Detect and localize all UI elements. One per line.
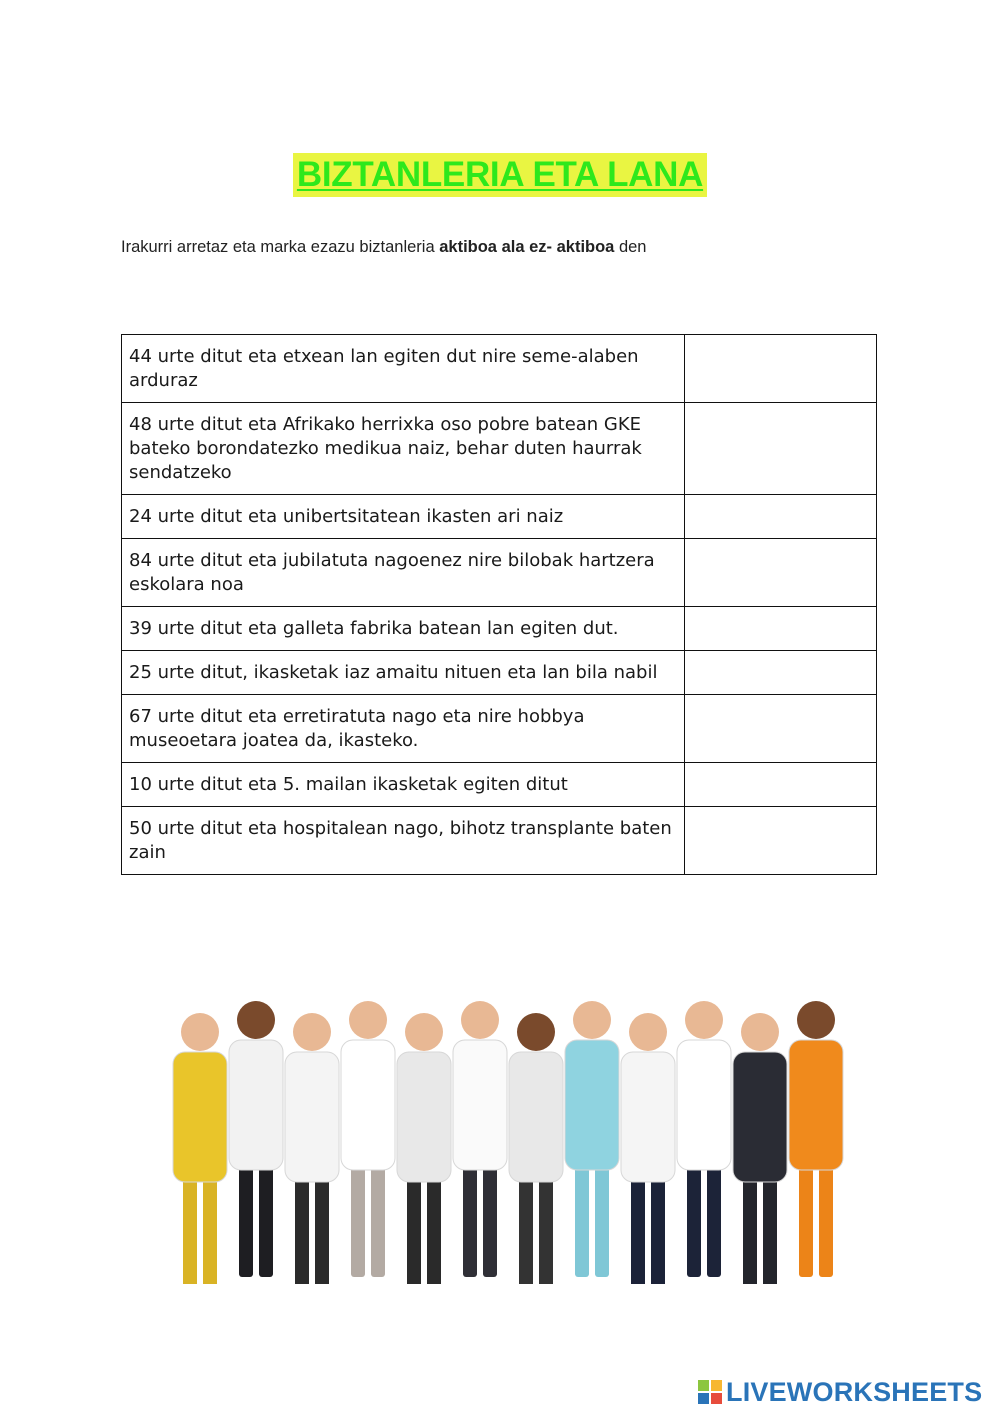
worker-head xyxy=(517,1013,555,1051)
answer-cell[interactable] xyxy=(685,495,877,539)
worker-leg xyxy=(463,1162,477,1277)
worker-torso xyxy=(733,1052,787,1182)
worker-leg xyxy=(351,1162,365,1277)
worker-leg xyxy=(407,1174,421,1284)
worker-torso xyxy=(229,1040,283,1170)
answer-cell[interactable] xyxy=(685,807,877,875)
instruction-bold: aktiboa ala ez- aktiboa xyxy=(439,238,615,256)
worker-head xyxy=(573,1001,611,1039)
instruction-prefix: Irakurri arretaz eta marka ezazu biztanleria xyxy=(121,238,440,256)
table-row xyxy=(122,763,877,807)
worker-leg xyxy=(295,1174,309,1284)
worker-head xyxy=(293,1013,331,1051)
statement-cell: 25 urte ditut, ikasketak iaz amaitu nituen eta lan bila nabil xyxy=(122,651,685,695)
statement-cell: 48 urte ditut eta Afrikako herrixka oso pobre batean GKE bateko borondatezko medikua naiz, behar duten haurrak sendatzeko xyxy=(122,403,685,495)
worker-torso xyxy=(453,1040,507,1170)
worker-head xyxy=(741,1013,779,1051)
worker-torso xyxy=(677,1040,731,1170)
worker-leg xyxy=(651,1174,665,1284)
instruction-suffix: den xyxy=(614,238,647,256)
statement-cell: 67 urte ditut eta erretiratuta nago eta nire hobbya museoetara joatea da, ikasteko. xyxy=(122,695,685,763)
worker-leg xyxy=(763,1174,777,1284)
statement-cell: 50 urte ditut eta hospitalean nago, bihotz transplante baten zain xyxy=(122,807,685,875)
liveworksheets-brand[interactable] xyxy=(697,1377,982,1407)
worker-leg xyxy=(203,1174,217,1284)
worker-leg xyxy=(519,1174,533,1284)
worker-head xyxy=(237,1001,275,1039)
title-wrapper xyxy=(0,153,1000,197)
worker-leg xyxy=(183,1174,197,1284)
brand-name: LIVEWORKSHEETS xyxy=(726,1377,983,1407)
answer-cell[interactable] xyxy=(685,651,877,695)
worker-torso xyxy=(565,1040,619,1170)
table-row xyxy=(122,495,877,539)
worker-leg xyxy=(575,1162,589,1277)
worker-leg xyxy=(687,1162,701,1277)
table-row xyxy=(122,335,877,403)
worker-leg xyxy=(707,1162,721,1277)
worker-torso xyxy=(621,1052,675,1182)
table-row xyxy=(122,651,877,695)
worker-leg xyxy=(315,1174,329,1284)
worker-leg xyxy=(239,1162,253,1277)
worker-head xyxy=(685,1001,723,1039)
table-row xyxy=(122,607,877,651)
answer-cell[interactable] xyxy=(685,763,877,807)
worker-torso xyxy=(789,1040,843,1170)
worker-leg xyxy=(427,1174,441,1284)
worker-torso xyxy=(285,1052,339,1182)
workers-illustration xyxy=(172,984,844,1284)
statement-cell: 44 urte ditut eta etxean lan egiten dut nire seme-alaben arduraz xyxy=(122,335,685,403)
answer-cell[interactable] xyxy=(685,335,877,403)
worker-leg xyxy=(539,1174,553,1284)
statement-cell: 84 urte ditut eta jubilatuta nagoenez nire bilobak hartzera eskolara noa xyxy=(122,539,685,607)
worker-leg xyxy=(483,1162,497,1277)
answer-cell[interactable] xyxy=(685,539,877,607)
workers-photo xyxy=(172,984,844,1284)
table-row xyxy=(122,403,877,495)
worker-torso xyxy=(509,1052,563,1182)
statement-cell: 10 urte ditut eta 5. mailan ikasketak egiten ditut xyxy=(122,763,685,807)
worker-leg xyxy=(631,1174,645,1284)
table-row xyxy=(122,807,877,875)
answer-cell[interactable] xyxy=(685,403,877,495)
worker-torso xyxy=(341,1040,395,1170)
statement-cell: 24 urte ditut eta unibertsitatean ikasten ari naiz xyxy=(122,495,685,539)
worker-head xyxy=(349,1001,387,1039)
table-row xyxy=(122,695,877,763)
worker-leg xyxy=(743,1174,757,1284)
instruction-text xyxy=(121,238,647,257)
statement-cell: 39 urte ditut eta galleta fabrika batean lan egiten dut. xyxy=(122,607,685,651)
worker-leg xyxy=(819,1162,833,1277)
worker-head xyxy=(629,1013,667,1051)
answer-cell[interactable] xyxy=(685,695,877,763)
page-title: BIZTANLERIA ETA LANA xyxy=(293,153,707,197)
worker-leg xyxy=(595,1162,609,1277)
worker-leg xyxy=(371,1162,385,1277)
statements-table xyxy=(121,334,877,875)
table-row xyxy=(122,539,877,607)
liveworksheets-logo-icon xyxy=(697,1378,723,1406)
worker-torso xyxy=(173,1052,227,1182)
worker-head xyxy=(405,1013,443,1051)
worker-head xyxy=(461,1001,499,1039)
worker-head xyxy=(797,1001,835,1039)
answer-cell[interactable] xyxy=(685,607,877,651)
worker-leg xyxy=(259,1162,273,1277)
worker-leg xyxy=(799,1162,813,1277)
worker-torso xyxy=(397,1052,451,1182)
worker-head xyxy=(181,1013,219,1051)
